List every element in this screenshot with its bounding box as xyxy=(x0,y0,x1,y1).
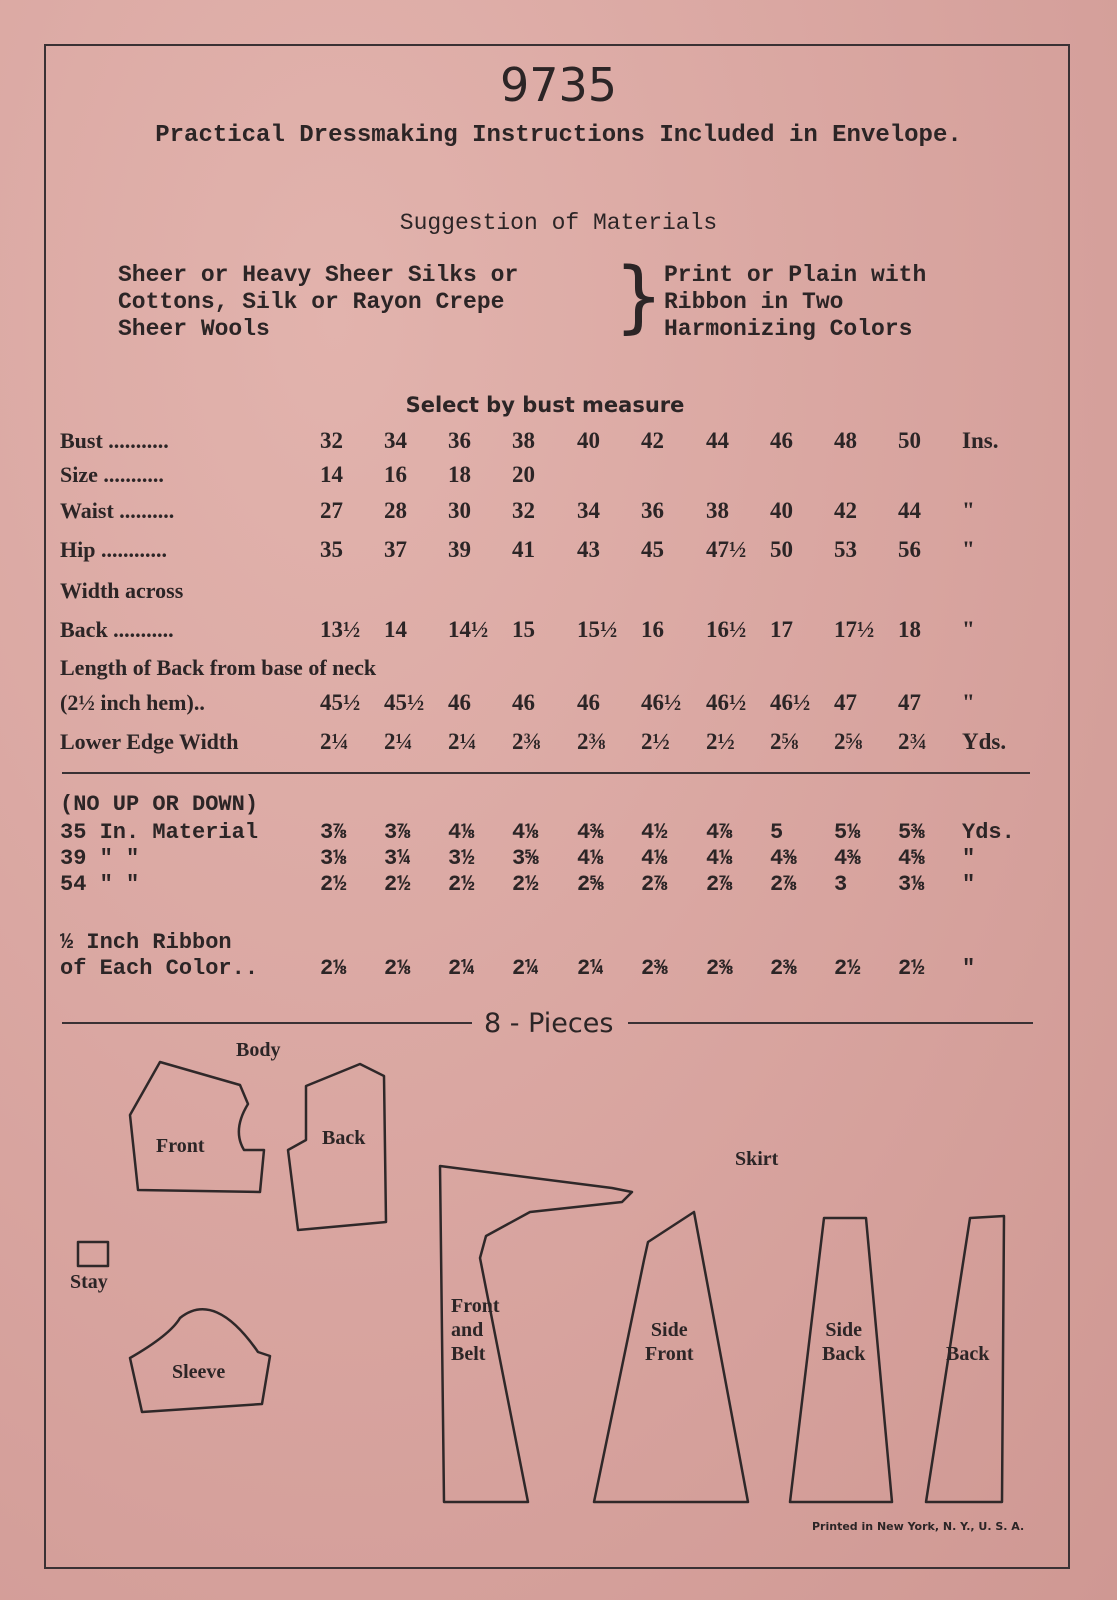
back-width-value: 13½ xyxy=(320,617,361,642)
yardage-2-value: 2⅞ xyxy=(770,872,797,897)
back-width-value: 16 xyxy=(641,617,664,642)
back-width-value: 17½ xyxy=(834,617,875,642)
back-width-value: 14½ xyxy=(448,617,489,642)
back-width-label: Back ........... xyxy=(60,617,174,642)
pieces-title: 8 - Pieces xyxy=(484,1008,614,1039)
hip-value: 45 xyxy=(641,537,664,562)
hip-value: 43 xyxy=(577,537,600,562)
waist-value: 27 xyxy=(320,498,343,523)
back-length-label: (2½ inch hem).. xyxy=(60,690,205,715)
back-width-value: 15 xyxy=(512,617,535,642)
printed-in-footer: Printed in New York, N. Y., U. S. A. xyxy=(812,1520,1025,1533)
front-and-belt-line: Front xyxy=(451,1295,500,1317)
back-width-value: 18 xyxy=(898,617,921,642)
yardage-0-value: 3⅞ xyxy=(384,820,411,845)
hip-value: 53 xyxy=(834,537,857,562)
hip-value: 56 xyxy=(898,537,921,562)
size-label: Size ........... xyxy=(60,462,164,487)
materials-fabrics-line: Sheer or Heavy Sheer Silks or xyxy=(118,262,519,288)
lower-edge-value: 2¼ xyxy=(448,729,477,754)
yardage-1-value: 4⅛ xyxy=(706,846,733,871)
side-back-line: Back xyxy=(822,1343,866,1365)
materials-trim-line: Print or Plain with xyxy=(664,262,927,288)
back-length-value: 47 xyxy=(834,690,857,715)
ribbon-value: 2⅜ xyxy=(706,956,733,981)
yardage-2-value: 2⅞ xyxy=(706,872,733,897)
back-length-value: 47 xyxy=(898,690,921,715)
waist-label: Waist .......... xyxy=(60,498,175,523)
yardage-0-value: 4⅜ xyxy=(577,820,604,845)
size-value: 16 xyxy=(384,462,407,487)
yardage-2-value: 2½ xyxy=(448,872,475,897)
no-up-or-down-note: (NO UP OR DOWN) xyxy=(60,792,259,817)
ribbon-value: 2⅛ xyxy=(320,956,347,981)
yardage-0-value: 5 xyxy=(770,820,784,845)
bust-value: 50 xyxy=(898,428,921,453)
yardage-2-value: 2½ xyxy=(512,872,539,897)
bust-value: 46 xyxy=(770,428,793,453)
back-length-value: 46 xyxy=(448,690,471,715)
yardage-1-value: 4⅛ xyxy=(641,846,668,871)
bodice-front-piece xyxy=(130,1062,264,1192)
waist-value: 34 xyxy=(577,498,600,523)
yardage-1-value: 3½ xyxy=(448,846,475,871)
yardage-0-value: 3⅞ xyxy=(320,820,347,845)
hip-value: 37 xyxy=(384,537,407,562)
ribbon-value: 2⅜ xyxy=(770,956,797,981)
yardage-2-value: 2½ xyxy=(320,872,347,897)
size-value: 18 xyxy=(448,462,471,487)
bust-value: 42 xyxy=(641,428,664,453)
materials-title: Suggestion of Materials xyxy=(399,210,718,236)
size-value: 20 xyxy=(512,462,535,487)
ribbon-label: of Each Color.. xyxy=(60,956,259,981)
ribbon-label: ½ Inch Ribbon xyxy=(60,930,232,955)
waist-value: 28 xyxy=(384,498,407,523)
lower-edge-value: 2⅝ xyxy=(834,729,863,754)
yardage-1-value: 4⅜ xyxy=(770,846,797,871)
side-front-line: Front xyxy=(645,1343,694,1365)
back-length-unit: " xyxy=(962,690,975,715)
size-value: 14 xyxy=(320,462,343,487)
back-length-value: 46 xyxy=(512,690,535,715)
back-length-value: 46½ xyxy=(770,690,811,715)
yardage-2-value: 3 xyxy=(834,872,848,897)
yardage-2-label: 54 " " xyxy=(60,872,140,897)
lower-edge-value: 2⅝ xyxy=(770,729,799,754)
front-and-belt-line: and xyxy=(451,1319,484,1341)
skirt-label: Skirt xyxy=(735,1148,779,1170)
body-label: Body xyxy=(236,1039,281,1061)
waist-value: 36 xyxy=(641,498,664,523)
bust-value: 32 xyxy=(320,428,343,453)
front-and-belt-line: Belt xyxy=(451,1343,486,1365)
bust-value: 44 xyxy=(706,428,729,453)
waist-value: 32 xyxy=(512,498,535,523)
materials-trim-line: Ribbon in Two xyxy=(664,289,844,315)
yardage-1-value: 4⅛ xyxy=(577,846,604,871)
waist-value: 38 xyxy=(706,498,729,523)
waist-value: 40 xyxy=(770,498,793,523)
yardage-2-value: 2½ xyxy=(384,872,411,897)
stay-label: Stay xyxy=(70,1271,108,1293)
ribbon-value: 2¼ xyxy=(512,956,539,981)
hip-value: 47½ xyxy=(706,537,747,562)
materials-trim-line: Harmonizing Colors xyxy=(664,316,913,342)
back-length-value: 46 xyxy=(577,690,600,715)
yardage-1-unit: " xyxy=(962,846,976,871)
hip-label: Hip ............ xyxy=(60,537,167,562)
instructions-note: Practical Dressmaking Instructions Included in Envelope. xyxy=(155,122,962,149)
lower-edge-unit: Yds. xyxy=(962,729,1007,754)
ribbon-value: 2½ xyxy=(834,956,861,981)
yardage-1-value: 4⅝ xyxy=(898,846,925,871)
yardage-0-value: 4⅛ xyxy=(448,820,475,845)
yardage-1-value: 3¼ xyxy=(384,846,411,871)
yardage-2-value: 3⅛ xyxy=(898,872,925,897)
materials-fabrics-line: Cottons, Silk or Rayon Crepe xyxy=(118,289,505,315)
yardage-1-value: 3⅛ xyxy=(320,846,347,871)
width-across-label: Width across xyxy=(60,578,184,603)
yardage-1-label: 39 " " xyxy=(60,846,140,871)
back-width-value: 15½ xyxy=(577,617,618,642)
hip-value: 41 xyxy=(512,537,535,562)
ribbon-value: 2¼ xyxy=(448,956,475,981)
yardage-0-label: 35 In. Material xyxy=(60,820,259,845)
bust-value: 36 xyxy=(448,428,471,453)
waist-unit: " xyxy=(962,498,975,523)
back-width-unit: " xyxy=(962,617,975,642)
side-front-label xyxy=(645,1318,694,1366)
ribbon-value: 2⅜ xyxy=(641,956,668,981)
waist-value: 42 xyxy=(834,498,857,523)
ribbon-unit: " xyxy=(962,956,976,981)
hip-value: 39 xyxy=(448,537,471,562)
ribbon-value: 2¼ xyxy=(577,956,604,981)
bust-value: 34 xyxy=(384,428,407,453)
sleeve-label: Sleeve xyxy=(172,1361,226,1383)
yardage-2-value: 2⅝ xyxy=(577,872,604,897)
bust-value: 48 xyxy=(834,428,857,453)
length-of-back-label: Length of Back from base of neck xyxy=(60,655,377,680)
back-width-value: 14 xyxy=(384,617,407,642)
yardage-2-value: 2⅞ xyxy=(641,872,668,897)
side-back-label xyxy=(822,1318,865,1366)
hip-value: 50 xyxy=(770,537,793,562)
yardage-0-value: 5⅛ xyxy=(834,820,861,845)
bust-value: 40 xyxy=(577,428,600,453)
bust-label: Bust ........... xyxy=(60,428,169,453)
side-back-line: Side xyxy=(825,1319,863,1341)
lower-edge-value: 2⅜ xyxy=(577,729,606,754)
hip-unit: " xyxy=(962,537,975,562)
yardage-0-value: 4⅛ xyxy=(512,820,539,845)
back-label: Back xyxy=(322,1127,366,1149)
front-and-belt-label xyxy=(451,1294,500,1366)
waist-value: 44 xyxy=(898,498,921,523)
yardage-1-value: 3⅝ xyxy=(512,846,539,871)
back-width-value: 16½ xyxy=(706,617,747,642)
yardage-0-value: 5⅜ xyxy=(898,820,925,845)
ribbon-value: 2½ xyxy=(898,956,925,981)
yardage-2-unit: " xyxy=(962,872,976,897)
yardage-0-unit: Yds. xyxy=(962,820,1015,845)
front-label: Front xyxy=(156,1135,205,1157)
lower-edge-value: 2⅜ xyxy=(512,729,541,754)
back-width-value: 17 xyxy=(770,617,793,642)
lower-edge-value: 2¾ xyxy=(898,729,927,754)
lower-edge-value: 2¼ xyxy=(320,729,349,754)
lower-edge-value: 2¼ xyxy=(384,729,413,754)
back-length-value: 46½ xyxy=(706,690,747,715)
bust-unit: Ins. xyxy=(962,428,999,453)
yardage-0-value: 4½ xyxy=(641,820,668,845)
measure-title: Select by bust measure xyxy=(405,393,685,417)
back-length-value: 45½ xyxy=(320,690,361,715)
waist-value: 30 xyxy=(448,498,471,523)
lower-edge-value: 2½ xyxy=(641,729,670,754)
back-length-value: 46½ xyxy=(641,690,682,715)
hip-value: 35 xyxy=(320,537,343,562)
lower-edge-value: 2½ xyxy=(706,729,735,754)
materials-fabrics-line: Sheer Wools xyxy=(118,316,270,342)
lower-edge-label: Lower Edge Width xyxy=(60,729,239,754)
back-length-value: 45½ xyxy=(384,690,425,715)
yardage-0-value: 4⅞ xyxy=(706,820,733,845)
pattern-number: 9735 xyxy=(499,58,618,112)
brace-glyph: } xyxy=(614,252,664,342)
ribbon-value: 2⅛ xyxy=(384,956,411,981)
stay-piece xyxy=(78,1242,108,1266)
yardage-1-value: 4⅜ xyxy=(834,846,861,871)
skirt-back-label: Back xyxy=(946,1343,990,1365)
side-front-line: Side xyxy=(650,1319,688,1341)
bust-value: 38 xyxy=(512,428,535,453)
